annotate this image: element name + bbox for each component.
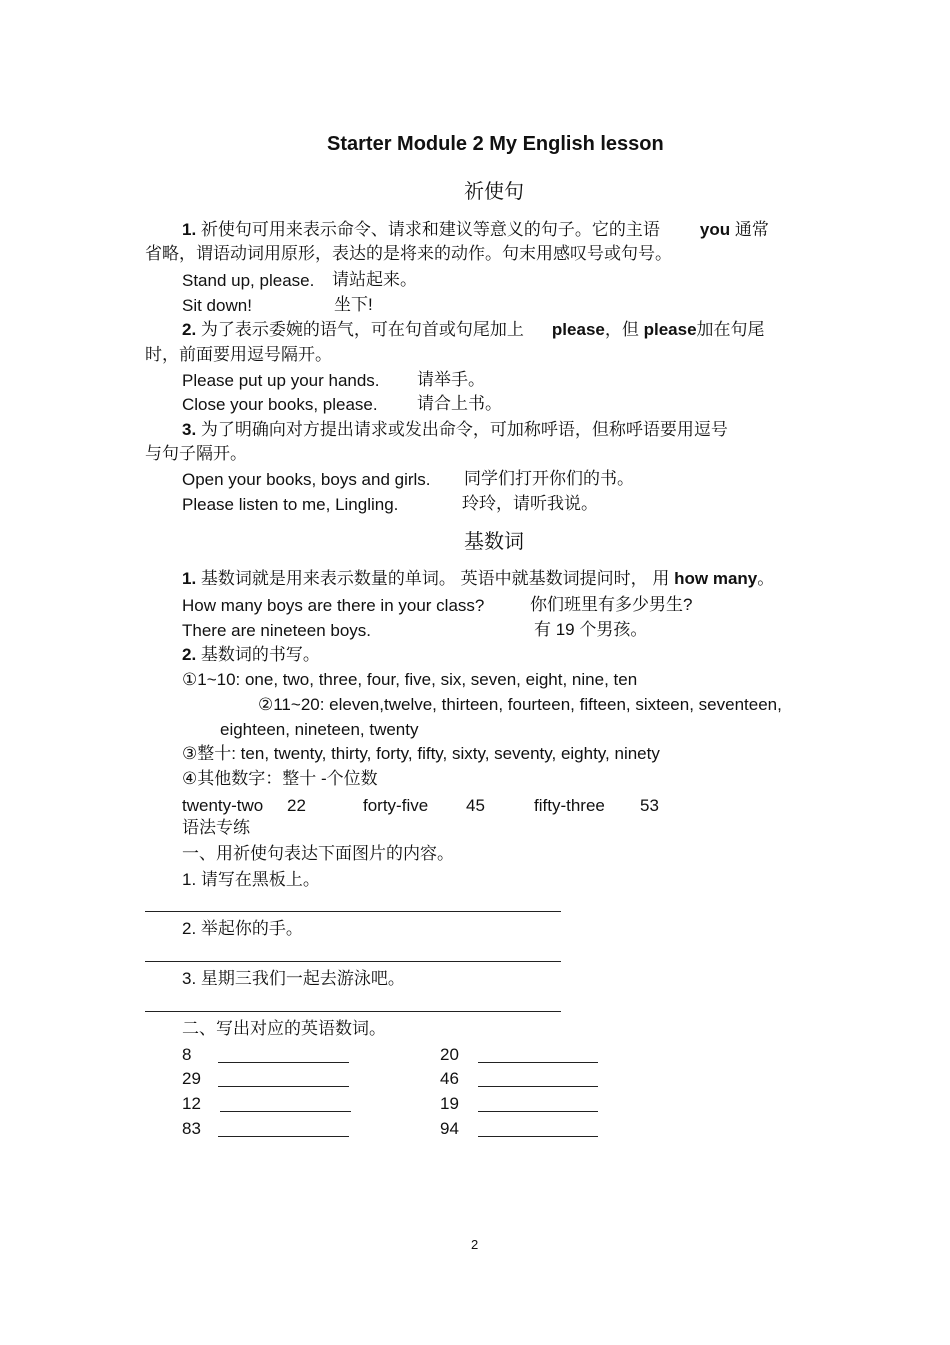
cardinal-rule-2 (182, 644, 320, 666)
number-prompt: 29 (182, 1069, 201, 1088)
answer-blank[interactable] (478, 1086, 598, 1087)
section-heading-imperative: 祈使句 (464, 181, 524, 203)
example-en: There are nineteen boys. (182, 621, 372, 640)
number-prompt: 83 (182, 1119, 201, 1138)
exercise-item: 2. 举起你的手。 (182, 919, 303, 938)
number-list-11-20-cont: eighteen, nineteen, twenty (220, 720, 419, 739)
number-list-11-20: ②11~20: eleven,twelve, thirteen, fourteen, fifteen, sixteen, seventeen, (258, 695, 782, 714)
example-en: Close your books, please. (182, 395, 378, 414)
rule-3-line-1 (182, 419, 728, 441)
example-en: Open your books, boys and girls. (182, 470, 431, 489)
rule-text: 祈使句可用来表示命令、请求和建议等意义的句子。它的主语 (200, 220, 660, 239)
example-word: twenty-two (182, 796, 264, 815)
number-prompt: 20 (440, 1045, 459, 1064)
bold-term: please (643, 320, 697, 339)
rule-text: 为了表示委婉的语气，可在句首或句尾加上 (200, 320, 524, 339)
exercise-1-title: 一、用祈使句表达下面图片的内容。 (182, 844, 454, 863)
answer-blank[interactable] (218, 1086, 349, 1087)
rule-1-line-2: 省略，谓语动词用原形，表达的是将来的动作。句末用感叹号或句号。 (145, 244, 672, 263)
rule-text: 加在句尾 (696, 320, 765, 339)
bold-term: how many (674, 569, 758, 588)
number-list-tens: ③整十: ten, twenty, thirty, forty, fifty, sixty, seventy, eighty, ninety (182, 744, 660, 763)
rule-number: 1. (182, 220, 197, 239)
answer-blank[interactable] (478, 1062, 598, 1063)
section-heading-cardinal: 基数词 (464, 531, 524, 553)
rule-number: 3. (182, 420, 197, 439)
rule-3-line-2: 与句子隔开。 (145, 444, 247, 463)
rule-number: 2. (182, 320, 197, 339)
example-cn: 坐下! (334, 295, 373, 314)
page-title: Starter Module 2 My English lesson (327, 133, 664, 155)
bold-term: you (699, 220, 731, 239)
example-cn: 玲玲，请听我说。 (462, 494, 598, 513)
answer-blank[interactable] (218, 1136, 349, 1137)
example-cn: 你们班里有多少男生? (530, 595, 693, 614)
example-en: How many boys are there in your class? (182, 596, 485, 615)
example-en: Sit down! (182, 296, 252, 315)
practice-heading: 语法专练 (182, 818, 250, 837)
exercise-item: 3. 星期三我们一起去游泳吧。 (182, 969, 405, 988)
exercise-item: 1. 请写在黑板上。 (182, 870, 320, 889)
answer-line[interactable] (145, 961, 561, 962)
example-cn: 有 19 个男孩。 (534, 620, 648, 639)
bold-term: please (551, 320, 605, 339)
example-word: fifty-three (534, 796, 605, 815)
example-en: Please put up your hands. (182, 371, 380, 390)
rule-text: 通常 (734, 220, 769, 239)
page-number: 2 (471, 1237, 479, 1252)
answer-blank[interactable] (478, 1111, 598, 1112)
answer-line[interactable] (145, 1011, 561, 1012)
number-prompt: 12 (182, 1094, 201, 1113)
number-prompt: 46 (440, 1069, 459, 1088)
example-number: 22 (287, 796, 306, 815)
rule-text: 基数词的书写。 (200, 645, 320, 664)
rule-text: 基数词就是用来表示数量的单词。 英语中就基数词提问时， 用 (200, 569, 670, 588)
answer-blank[interactable] (218, 1062, 349, 1063)
example-number: 45 (466, 796, 485, 815)
example-en: Please listen to me, Lingling. (182, 495, 399, 514)
answer-blank[interactable] (478, 1136, 598, 1137)
number-prompt: 94 (440, 1119, 459, 1138)
rule-number: 1. (182, 569, 197, 588)
answer-line[interactable] (145, 911, 561, 912)
example-cn: 请合上书。 (417, 394, 502, 413)
rule-text: 。 (757, 569, 775, 588)
example-cn: 同学们打开你们的书。 (464, 469, 634, 488)
cardinal-rule-1 (182, 568, 774, 590)
example-cn: 请举手。 (417, 370, 485, 389)
example-word: forty-five (363, 796, 429, 815)
rule-2-line-1 (182, 319, 765, 341)
rule-number: 2. (182, 645, 197, 664)
number-prompt: 19 (440, 1094, 459, 1113)
rule-1-line-1 (182, 219, 769, 241)
number-list-other: ④其他数字：整十 -个位数 (182, 769, 378, 788)
rule-text: ，但 (604, 320, 639, 339)
rule-text: 为了明确向对方提出请求或发出命令，可加称呼语，但称呼语要用逗号 (200, 420, 728, 439)
exercise-2-title: 二、写出对应的英语数词。 (182, 1019, 386, 1038)
example-cn: 请站起来。 (332, 270, 417, 289)
number-prompt: 8 (182, 1045, 192, 1064)
example-en: Stand up, please. (182, 271, 315, 290)
rule-2-line-2: 时，前面要用逗号隔开。 (145, 345, 332, 364)
example-number: 53 (640, 796, 659, 815)
answer-blank[interactable] (220, 1111, 351, 1112)
number-list-1-10: ①1~10: one, two, three, four, five, six, seven, eight, nine, ten (182, 670, 638, 689)
